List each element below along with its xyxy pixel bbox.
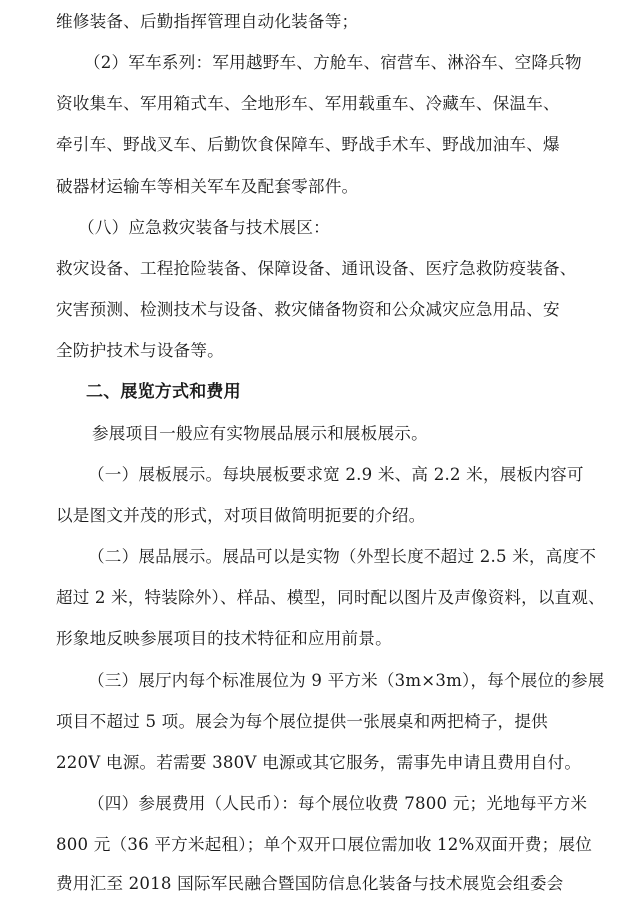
text-line: （二）展品展示。展品可以是实物（外型长度不超过 2.5 米，高度不	[88, 547, 597, 567]
text-line: 救灾设备、工程抢险装备、保障设备、通讯设备、医疗急救防疫装备、	[56, 258, 577, 278]
text-line: 灾害预测、检测技术与设备、救灾储备物资和公众减灾应急用品、安	[56, 300, 560, 320]
section-subheading: （八）应急救灾装备与技术展区：	[78, 217, 330, 237]
text-line: 项目不超过 5 项。展会为每个展位提供一张展桌和两把椅子，提供	[56, 711, 548, 731]
text-line: 800 元（36 平方米起租）；单个双开口展位需加收 12%双面开费；展位	[56, 835, 593, 854]
text-line: 220V 电源。若需要 380V 电源或其它服务，需事先申请且费用自付。	[56, 752, 582, 772]
text-line: （一）展板展示。每块展板要求宽 2.9 米、高 2.2 米，展板内容可	[88, 464, 584, 484]
text-line: 以是图文并茂的形式，对项目做简明扼要的介绍。	[56, 505, 426, 525]
text-line: 超过 2 米，特装除外）、样品、模型，同时配以图片及声像资料，以直观、	[56, 588, 605, 608]
text-line: 费用汇至 2018 国际军民融合暨国防信息化装备与技术展览会组委会	[56, 874, 564, 893]
text-line: 形象地反映参展项目的技术特征和应用前景。	[56, 629, 392, 649]
text-line: 参展项目一般应有实物展品展示和展板展示。	[92, 423, 428, 443]
text-line: （四）参展费用（人民币）：每个展位收费 7800 元；光地每平方米	[88, 794, 588, 813]
text-line: 维修装备、后勤指挥管理自动化装备等；	[56, 12, 359, 31]
section-heading: 二、展览方式和费用	[86, 382, 241, 403]
text-line: 全防护技术与设备等。	[56, 341, 224, 361]
text-line: 资收集车、军用箱式车、全地形车、军用载重车、冷藏车、保温车、	[56, 94, 560, 114]
text-line: 破器材运输车等相关军车及配套零部件。	[56, 176, 359, 196]
text-line: （2）军车系列：军用越野车、方舱车、宿营车、淋浴车、空降兵物	[84, 53, 582, 73]
text-line: 牵引车、野战叉车、后勤饮食保障车、野战手术车、野战加油车、爆	[56, 135, 560, 155]
text-line: （三）展厅内每个标准展位为 9 平方米（3m×3m），每个展位的参展	[88, 670, 605, 690]
